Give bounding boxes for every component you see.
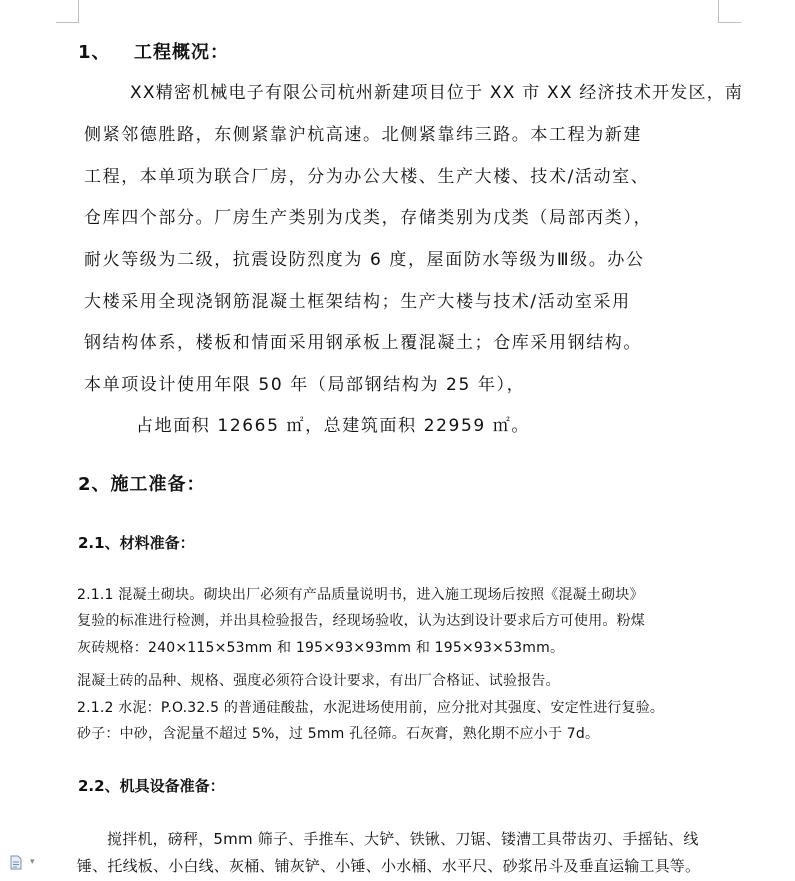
caret-down-icon[interactable]: ▾ [30,857,35,867]
section-2-1-line: 复验的标准进行检测，并出具检验报告，经现场验收，认为达到设计要求后方可使用。粉煤 [77,613,645,629]
section-2-1-line: 砂子：中砂，含泥量不超过 5%，过 5mm 孔径筛。石灰膏，熟化期不应小于 7d。 [77,726,600,742]
section-2-2-heading: 2.2、机具设备准备： [78,777,225,795]
section-1-title: 工程概况： [134,42,229,63]
document-icon[interactable] [10,855,22,870]
section-1-heading [78,38,229,64]
section-1-line: 工程，本单项为联合厂房，分为办公大楼、生产大楼、技术/活动室、 [84,167,650,187]
section-1-line: 钢结构体系，楼板和情面采用钢承板上覆混凝土；仓库采用钢结构。 [84,333,642,353]
section-2-1-line: 混凝土砖的品种、规格、强度必须符合设计要求，有出厂合格证、试验报告。 [77,673,560,689]
section-1-number: 1、 [78,42,111,63]
section-1-line: 侧紧邻德胜路，东侧紧靠沪杭高速。北侧紧靠纬三路。本工程为新建 [84,125,642,145]
section-1-line: XX精密机械电子有限公司杭州新建项目位于 XX 市 XX 经济技术开发区，南 [130,83,744,103]
section-1-line: 占地面积 12665 ㎡，总建筑面积 22959 ㎡。 [136,416,530,436]
section-2-1-line: 灰砖规格：240×115×53mm 和 195×93×93mm 和 195×93×53mm。 [77,640,565,656]
section-1-line: 仓库四个部分。厂房生产类别为戊类，存储类别为戊类（局部丙类）， [84,208,653,228]
section-1-line: 本单项设计使用年限 50 年（局部钢结构为 25 年）， [84,375,526,395]
section-2-heading: 2、施工准备： [78,474,206,495]
section-1-line: 大楼采用全现浇钢筋混凝土框架结构；生产大楼与技术/活动室采用 [84,292,631,312]
section-2-1-line: 2.1.2 水泥：P.O.32.5 的普通硅酸盐，水泥进场使用前，应分批对其强度、安定性进行复验。 [77,700,665,716]
section-2-2-line: 锤、托线板、小白线、灰桶、铺灰铲、小锤、小水桶、水平尺、砂浆吊斗及垂直运输工具等。 [77,857,701,875]
section-2-1-heading: 2.1、材料准备： [78,534,195,552]
section-2-2-line: 搅拌机，磅秤，5mm 筛子、手推车、大铲、铁锹、刀锯、镂漕工具带齿刃、手摇钻、线 [107,830,699,848]
section-1-line: 耐火等级为二级，抗震设防烈度为 6 度，屋面防水等级为Ⅲ级。办公 [84,250,645,270]
section-2-1-line: 2.1.1 混凝土砌块。砌块出厂必须有产品质量说明书，进入施工现场后按照《混凝土砌块》 [77,587,644,603]
